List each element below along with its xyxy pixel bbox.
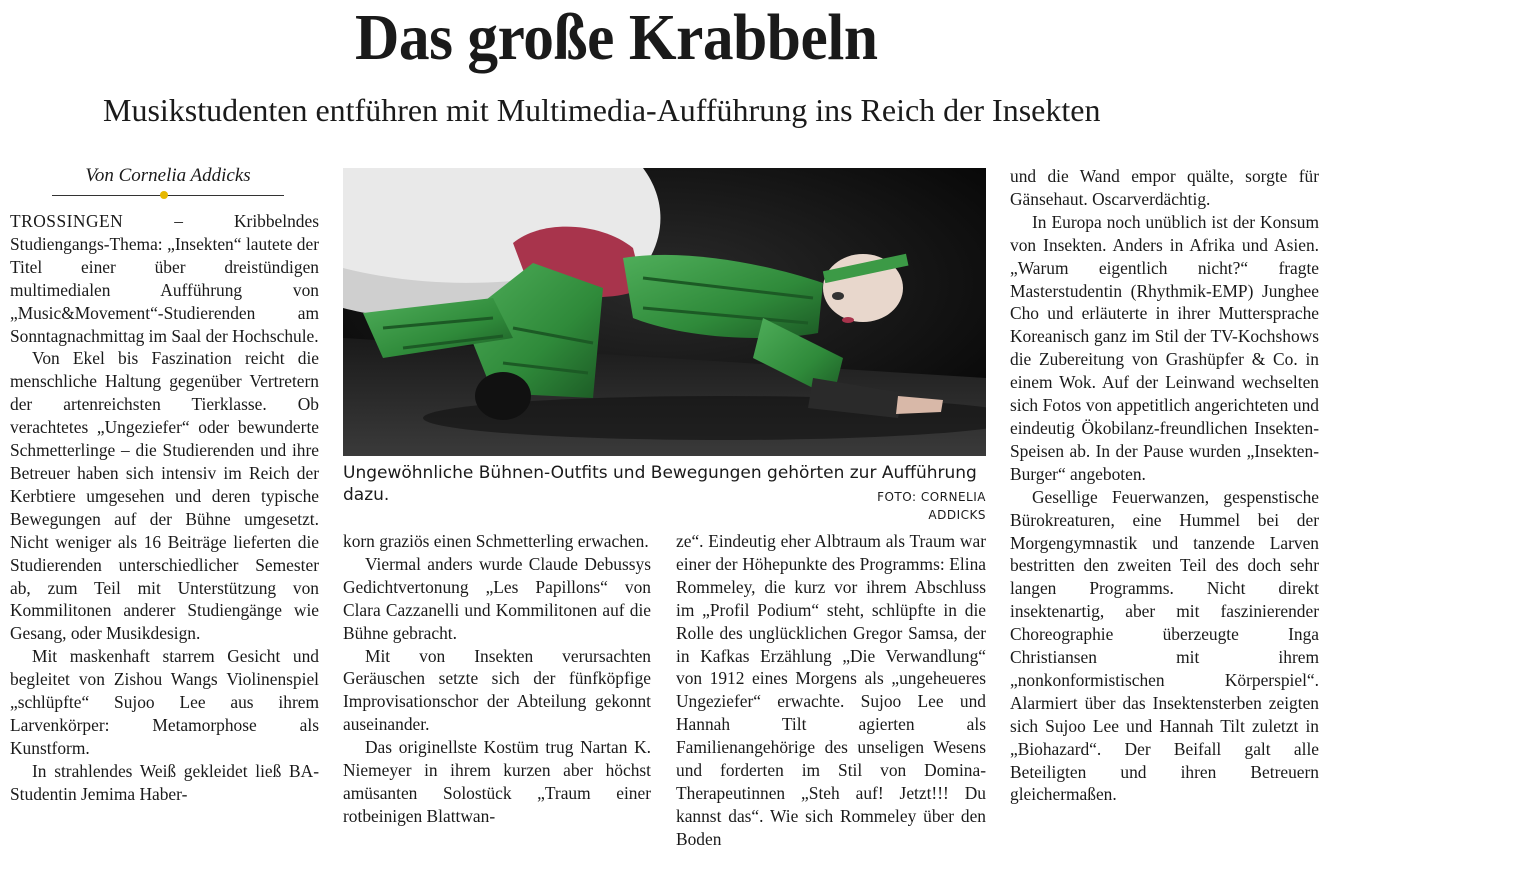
article-paragraph-7-middle: ze“. Eindeutig eher Albtraum als Traum war einer der Höhepunkte des Programms: Elina Rommeley, die kurz vor ihrem Abschluss im „Profil Podium“ steht, schlüpfte in die Rolle des unglücklichen Gregor Samsa, der in Kafkas Erzählung „Die Verwandlung“ von 1912 eines Morgens als „ungeheueres Ungeziefer“ erwachte. Sujoo Lee und Hannah Tilt agierten als Familienangehörige des unseligen Wesens und forderten im Stil von Domina-Therapeutinnen „Steh auf! Jetzt!!! Du kannst das“. Wie sich Rommeley über den Boden	[676, 531, 986, 849]
photo-credit: FOTO: CORNELIA ADDICKS	[877, 490, 986, 522]
article-paragraph-7-end: und die Wand empor quälte, sorgte für Gänsehaut. Oscarverdächtig.	[1010, 166, 1319, 209]
article-paragraph-1	[10, 210, 319, 347]
headline: Das große Krabbeln	[355, 1, 878, 74]
article-column-4	[1010, 165, 1319, 806]
article-column-3	[676, 530, 986, 851]
byline-accent-dot	[160, 191, 168, 199]
performer-photo-illustration	[343, 168, 986, 456]
article-paragraph-7-start: Das originellste Kostüm trug Nartan K. Niemeyer in ihrem kurzen aber höchst amüsanten Solostück „Traum einer rotbeinigen Blattwan-	[343, 737, 651, 826]
subheadline: Musikstudenten entführen mit Multimedia-Aufführung ins Reich der Insekten	[103, 92, 1101, 128]
article-paragraph-2: Von Ekel bis Faszination reicht die menschliche Haltung gegenüber Vertretern der artenreichsten Tierklasse. Ob verachtetes „Ungeziefer“ oder bewunderte Schmetterlinge – die Studierenden und ihre Betreuer haben sich intensiv im Reich der Kerbtiere umgesehen und deren typische Bewegungen auf der Bühne umgesetzt. Nicht weniger als 16 Beiträge lieferten die Studierenden unterschiedlicher Semester ab, zum Teil mit Unterstützung von Kommilitonen anderer Studiengänge wie Gesang, oder Musikdesign.	[10, 348, 319, 644]
byline-rule	[52, 195, 284, 196]
photo-caption: Ungewöhnliche Bühnen-Outfits und Bewegungen gehörten zur Aufführung dazu.	[343, 463, 977, 505]
article-photo	[343, 168, 986, 456]
article-paragraph-3: Mit maskenhaft starrem Gesicht und begleitet von Zishou Wangs Violinenspiel „schlüpfte“ Sujoo Lee aus ihrem Larvenkörper: Metamorphose als Kunstform.	[10, 646, 319, 758]
paragraph-1-text: – Kribbelndes Studiengangs-Thema: „Insekten“ lautete der Titel einer über dreistündigen multimedialen Aufführung von „Music&Movement“-Studierenden am Sonntagnachmittag im Saal der Hochschule.	[10, 211, 319, 346]
article-paragraph-8: In Europa noch unüblich ist der Konsum von Insekten. Anders in Afrika und Asien. „Warum eigentlich nicht?“ fragte Masterstudentin (Rhythmik-EMP) Junghee Cho und erläuterte in ihrer Muttersprache Koreanisch ganz im Stil der TV-Kochshows die Zubereitung von Grashüpfer & Co. in einem Wok. Auf der Leinwand wechselten sich Fotos von appetitlich angerichteten und eindeutig Ökobilanz-freundlichen Insekten-Speisen ab. In der Pause wurden „Insekten-Burger“ angeboten.	[1010, 211, 1319, 484]
article-paragraph-9: Gesellige Feuerwanzen, gespenstische Bürokreaturen, eine Hummel bei der Morgengymnastik und tanzende Larven bestritten den zweiten Teil des doch sehr langen Programms. Nicht direkt insektenartig, aber mit faszinierender Choreographie überzeugte Inga Christiansen mit ihrem „nonkonformistischen Körperspiel“. Alarmiert über das Insektensterben zeigten sich Sujoo Lee und Hannah Tilt zuletzt in „Biohazard“. Der Beifall galt alle Beteiligten und ihren Betreuern gleichermaßen.	[1010, 486, 1319, 805]
article-paragraph-6: Mit von Insekten verursachten Geräuschen setzte sich der fünfköpfige Improvisationschor der Abteilung gekonnt auseinander.	[343, 645, 651, 735]
article-paragraph-4-end: korn graziös einen Schmetterling erwachen.	[343, 531, 649, 551]
article-column-2	[343, 530, 651, 828]
article-paragraph-4-start: In strahlendes Weiß gekleidet ließ BA-Studentin Jemima Haber-	[10, 760, 319, 804]
article-column-1	[10, 210, 319, 806]
dateline: TROSSINGEN	[10, 211, 124, 231]
byline: Von Cornelia Addicks	[85, 165, 251, 186]
article-paragraph-5: Viermal anders wurde Claude Debussys Gedichtvertonung „Les Papillons“ von Clara Cazzanelli und Kommilitonen auf die Bühne gebracht.	[343, 553, 651, 643]
